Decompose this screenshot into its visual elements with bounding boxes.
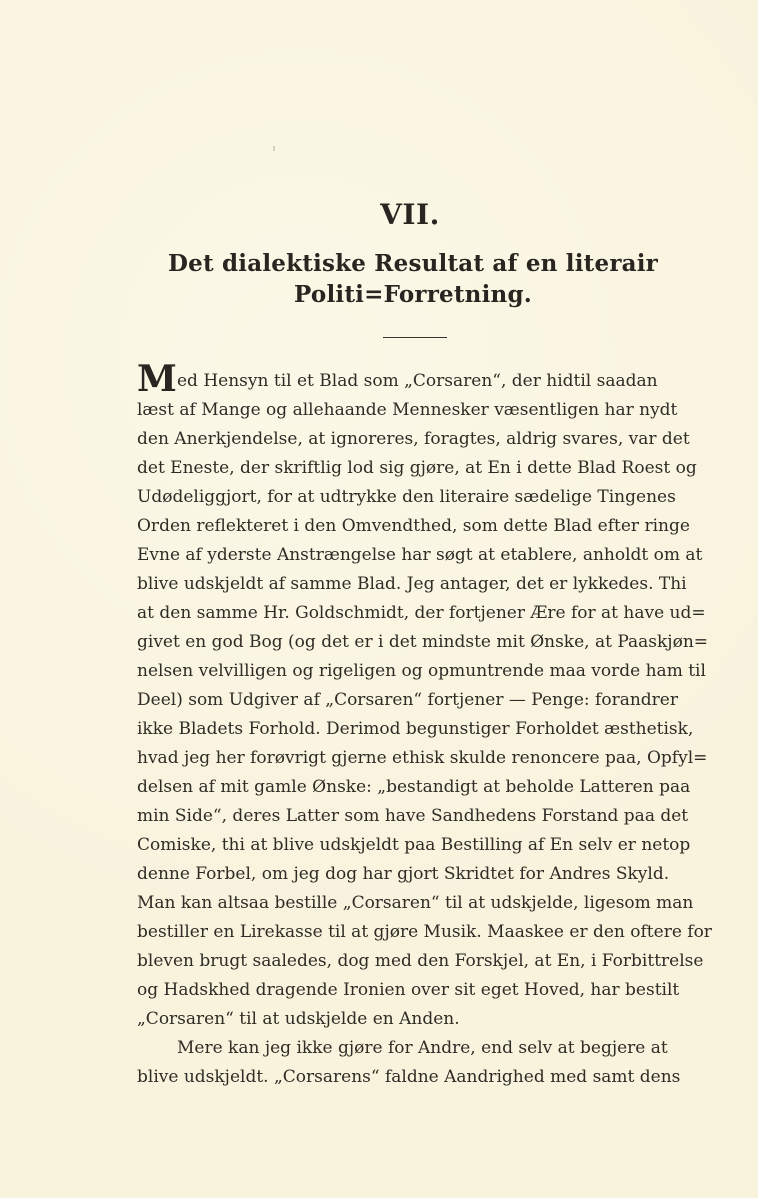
chapter-title-line-2: Politi=Forretning. — [294, 281, 532, 308]
body-line: Evne af yderste Anstrængelse har søgt at etablere, anholdt om at — [137, 545, 703, 565]
body-line: den Anerkjendelse, at ignoreres, foragtes, aldrig svares, var det — [137, 429, 690, 449]
body-line: Deel) som Udgiver af „Corsaren“ fortjener — Penge: forandrer — [137, 690, 678, 710]
body-line: Orden reflekteret i den Omvendthed, som dette Blad efter ringe — [137, 516, 690, 536]
body-line: Man kan altsaa bestille „Corsaren“ til at udskjelde, ligesom man — [137, 893, 694, 913]
paper-speck — [273, 146, 275, 151]
body-line: hvad jeg her forøvrigt gjerne ethisk skulde renoncere paa, Opfyl= — [137, 748, 708, 768]
section-divider — [383, 337, 447, 338]
body-line: blive udskjeldt. „Corsarens“ faldne Aandrighed med samt dens — [137, 1067, 681, 1087]
body-line: bestiller en Lirekasse til at gjøre Musik. Maaskee er den oftere for — [137, 922, 712, 942]
body-line: „Corsaren“ til at udskjelde en Anden. — [137, 1009, 460, 1029]
chapter-title-line-1: Det dialektiske Resultat af en literair — [167, 250, 658, 277]
body-line-paragraph-start: Mere kan jeg ikke gjøre for Andre, end selv at begjere at — [177, 1038, 668, 1058]
body-line: ikke Bladets Forhold. Derimod begunstiger Forholdet æsthetisk, — [137, 719, 694, 739]
body-line: bleven brugt saaledes, dog med den Forskjel, at En, i Forbittrelse — [137, 951, 704, 971]
body-line: delsen af mit gamle Ønske: „bestandigt at beholde Latteren paa — [137, 777, 691, 797]
body-line: blive udskjeldt af samme Blad. Jeg antager, det er lykkedes. Thi — [137, 574, 687, 594]
body-line: denne Forbel, om jeg dog har gjort Skridtet for Andres Skyld. — [137, 864, 670, 884]
body-line: Comiske, thi at blive udskjeldt paa Bestilling af En selv er netop — [137, 835, 691, 855]
body-line: nelsen velvilligen og rigeligen og opmuntrende maa vorde ham til — [137, 661, 706, 681]
body-line: Udødeliggjort, for at udtrykke den literaire sædelige Tingenes — [137, 487, 676, 507]
body-line-first: ed Hensyn til et Blad som „Corsaren“, der hidtil saadan — [177, 371, 658, 391]
body-line: det Eneste, der skriftlig lod sig gjøre, at En i dette Blad Roest og — [137, 458, 697, 478]
drop-cap-initial: M — [137, 358, 177, 400]
body-line: min Side“, deres Latter som have Sandhedens Forstand paa det — [137, 806, 689, 826]
body-line: og Hadskhed dragende Ironien over sit eget Hoved, har bestilt — [137, 980, 680, 1000]
chapter-number: VII. — [380, 198, 440, 231]
body-line: at den samme Hr. Goldschmidt, der fortjener Ære for at have ud= — [137, 603, 706, 623]
body-line: givet en god Bog (og det er i det mindste mit Ønske, at Paaskjøn= — [137, 632, 709, 652]
body-line: læst af Mange og allehaande Mennesker væsentligen har nydt — [137, 400, 678, 420]
